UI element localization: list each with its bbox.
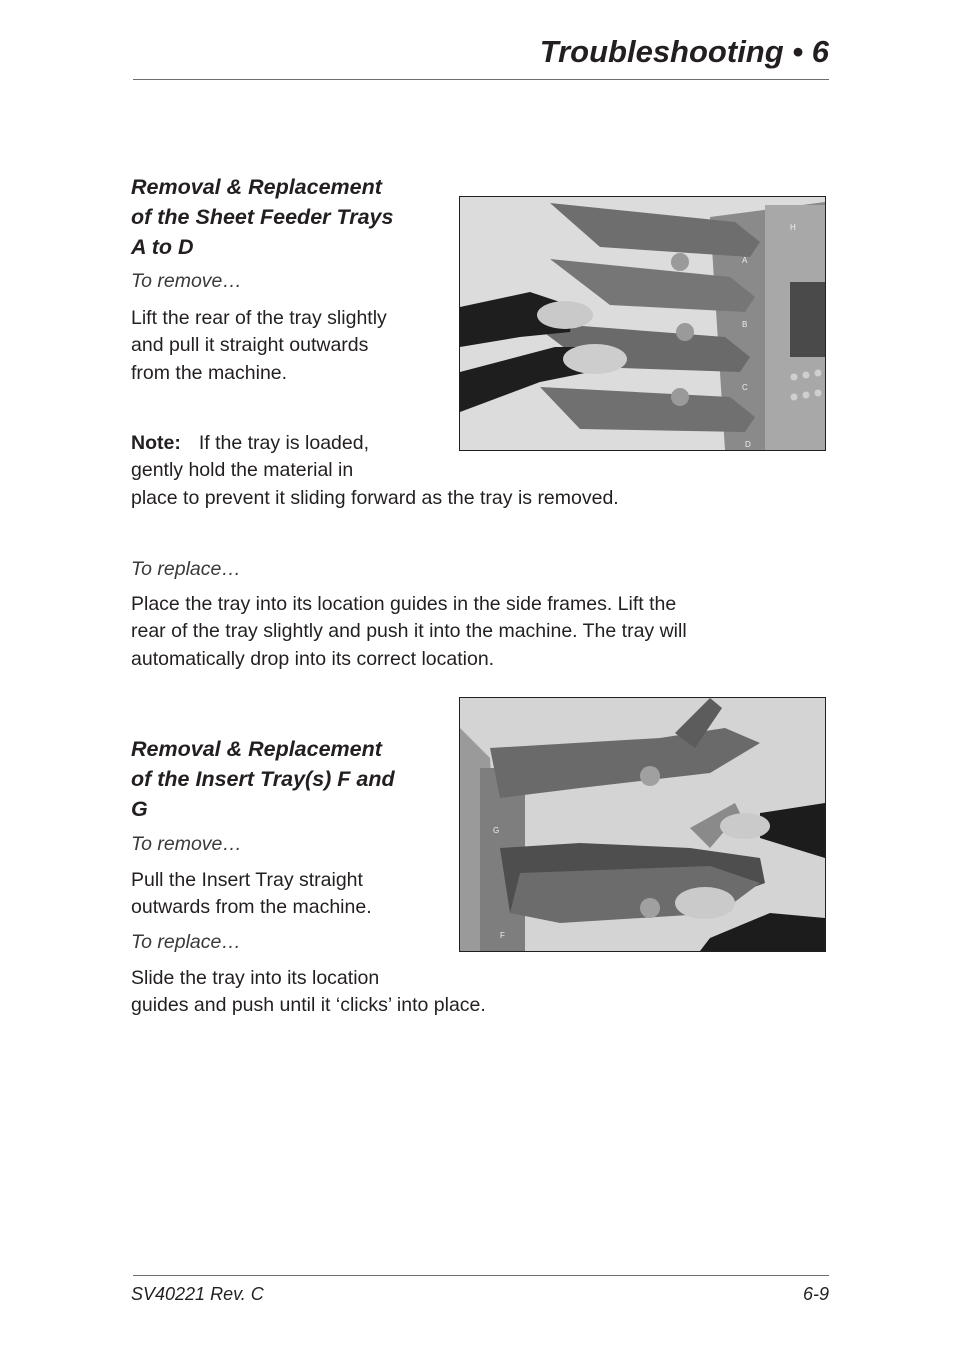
photo-label-c: C: [742, 383, 748, 392]
to-replace-label: To replace…: [131, 931, 241, 953]
heading-line: of the Insert Tray(s) F and: [131, 767, 395, 791]
page-number: 6-9: [802, 1284, 829, 1304]
heading-line: of the Sheet Feeder Trays: [131, 205, 394, 229]
footer-rule: [133, 1275, 829, 1276]
text-line: from the machine.: [131, 361, 288, 384]
text-line: guides and push until it ‘clicks’ into place.: [131, 994, 486, 1017]
section-heading-sheet-feeder: [131, 172, 393, 262]
photo-label-g: G: [493, 826, 500, 835]
photo-label-h: H: [790, 223, 796, 232]
replace-instructions: [131, 591, 687, 673]
text-line: Pull the Insert Tray straight: [131, 869, 363, 891]
text-line: place to prevent it sliding forward as the tray is removed.: [131, 486, 619, 509]
replace-instructions: [131, 965, 486, 1020]
text-line: automatically drop into its correct location.: [131, 647, 495, 670]
photo-sheet-feeder-trays: [459, 196, 826, 451]
heading-line: A to D: [131, 235, 194, 259]
heading-line: Removal & Replacement: [131, 175, 382, 199]
photo-label-a: A: [742, 256, 748, 265]
to-replace-label: To replace…: [131, 558, 241, 580]
text-line: outwards from the machine.: [131, 896, 372, 919]
text-line: Place the tray into its location guides in the side frames. Lift the: [131, 593, 677, 615]
photo-label-d: D: [745, 440, 751, 449]
photo-label-f: F: [500, 931, 505, 940]
text-line: and pull it straight outwards: [131, 334, 369, 357]
note-label: Note:: [131, 432, 181, 454]
text-line: Slide the tray into its location: [131, 967, 380, 989]
insert-tray-illustration: [460, 698, 825, 951]
section-heading-insert-trays: [131, 734, 395, 824]
text-line: rear of the tray slightly and push it into the machine. The tray will: [131, 620, 687, 643]
page-header-title: Troubleshooting • 6: [539, 34, 829, 69]
remove-instructions: [131, 867, 372, 922]
heading-line: G: [131, 797, 148, 821]
remove-instructions: [131, 305, 387, 387]
photo-label-b: B: [742, 320, 748, 329]
sheet-feeder-illustration: [460, 197, 825, 450]
photo-insert-trays: [459, 697, 826, 952]
text-line: Lift the rear of the tray slightly: [131, 307, 387, 329]
text-line: If the tray is loaded,: [198, 432, 370, 454]
header-rule: [133, 79, 829, 80]
text-line: gently hold the material in: [131, 459, 354, 482]
document-id: SV40221 Rev. C: [131, 1284, 264, 1304]
to-remove-label: To remove…: [131, 833, 242, 855]
to-remove-label: To remove…: [131, 270, 242, 292]
heading-line: Removal & Replacement: [131, 737, 382, 761]
